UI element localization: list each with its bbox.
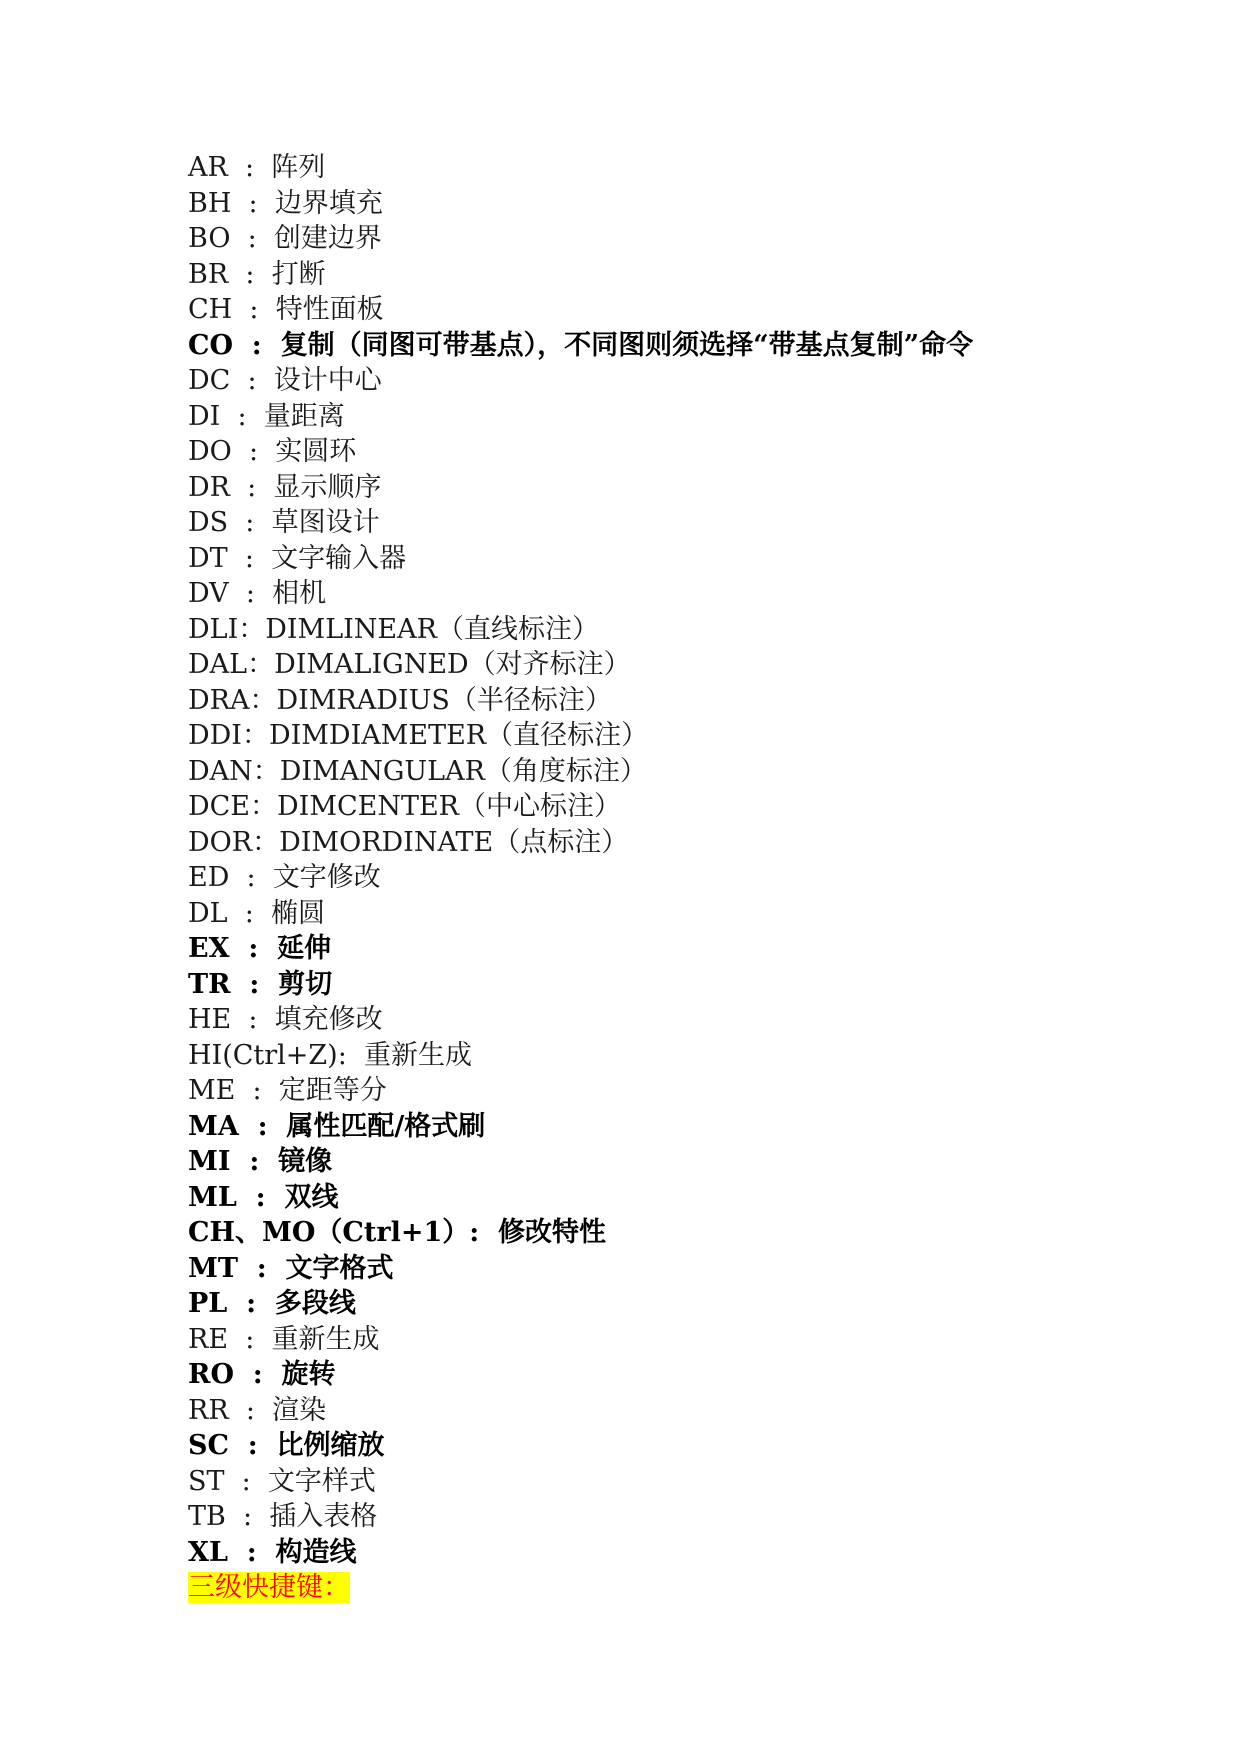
section-heading: 三级快捷键： bbox=[188, 1572, 350, 1603]
document-body bbox=[188, 150, 1188, 1606]
shortcut-line: MI : 镜像 bbox=[188, 1146, 333, 1177]
shortcut-line: DO : 实圆环 bbox=[188, 436, 357, 467]
shortcut-line: CO : 复制（同图可带基点），不同图则须选择“带基点复制”命令 bbox=[188, 329, 974, 361]
shortcut-line: ML : 双线 bbox=[188, 1181, 339, 1213]
shortcut-line: DOR：DIMORDINATE（点标注） bbox=[188, 826, 629, 858]
shortcut-list bbox=[188, 150, 1188, 1570]
shortcut-line: DC : 设计中心 bbox=[188, 365, 382, 396]
shortcut-line: PL : 多段线 bbox=[188, 1288, 356, 1319]
shortcut-line: BO : 创建边界 bbox=[188, 223, 382, 254]
shortcut-line: DAN：DIMANGULAR（角度标注） bbox=[188, 755, 647, 787]
shortcut-line: EX : 延伸 bbox=[188, 933, 332, 964]
shortcut-line: TR : 剪切 bbox=[188, 968, 333, 1000]
shortcut-line: BR : 打断 bbox=[188, 258, 326, 290]
shortcut-line: DDI：DIMDIAMETER（直径标注） bbox=[188, 720, 649, 751]
shortcut-line: DT : 文字输入器 bbox=[188, 542, 407, 574]
shortcut-line: RO : 旋转 bbox=[188, 1359, 336, 1390]
shortcut-line: SC : 比例缩放 bbox=[188, 1430, 385, 1461]
shortcut-line: CH : 特性面板 bbox=[188, 294, 384, 325]
shortcut-line: ED : 文字修改 bbox=[188, 862, 381, 893]
shortcut-line: RE : 重新生成 bbox=[188, 1323, 380, 1355]
shortcut-line: DI : 量距离 bbox=[188, 400, 345, 432]
shortcut-line: MA : 属性匹配/格式刷 bbox=[188, 1110, 486, 1142]
shortcut-line: AR : 阵列 bbox=[188, 152, 326, 183]
shortcut-line: DV : 相机 bbox=[188, 578, 327, 609]
shortcut-line: BH : 边界填充 bbox=[188, 187, 383, 219]
shortcut-line: TB : 插入表格 bbox=[188, 1501, 378, 1532]
shortcut-line: ST : 文字样式 bbox=[188, 1465, 376, 1497]
shortcut-line: MT : 文字格式 bbox=[188, 1252, 394, 1284]
shortcut-line: DS : 草图设计 bbox=[188, 507, 380, 538]
shortcut-line: DAL：DIMALIGNED（对齐标注） bbox=[188, 649, 631, 680]
shortcut-line: XL : 构造线 bbox=[188, 1536, 357, 1568]
shortcut-line: DRA：DIMRADIUS（半径标注） bbox=[188, 684, 612, 716]
shortcut-line: HE : 填充修改 bbox=[188, 1004, 383, 1035]
shortcut-line: DR : 显示顺序 bbox=[188, 471, 382, 503]
shortcut-line: HI(Ctrl+Z): 重新生成 bbox=[188, 1039, 472, 1071]
section-heading-line bbox=[188, 1570, 1188, 1606]
shortcut-line: CH、MO（Ctrl+1）: 修改特性 bbox=[188, 1217, 607, 1248]
shortcut-line: DL : 椭圆 bbox=[188, 897, 326, 929]
shortcut-line: DCE：DIMCENTER（中心标注） bbox=[188, 791, 622, 822]
shortcut-line: RR : 渲染 bbox=[188, 1394, 327, 1426]
shortcut-line: DLI：DIMLINEAR（直线标注） bbox=[188, 613, 599, 645]
shortcut-line: ME : 定距等分 bbox=[188, 1075, 387, 1106]
